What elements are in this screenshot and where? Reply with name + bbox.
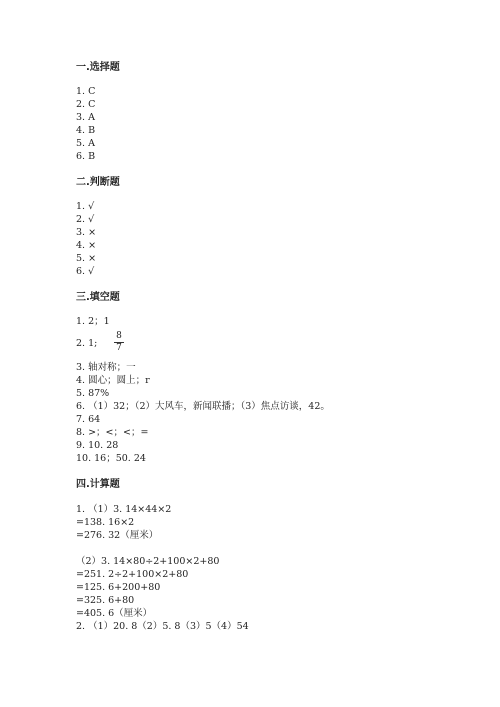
fraction-denominator: 7	[116, 343, 122, 353]
answer-line: 4. 圆心；圆上；r	[76, 375, 150, 386]
answer-line: 7. 64	[76, 414, 101, 425]
answer-line: 1. 2；1	[76, 316, 110, 327]
answer-line: =325. 6+80	[76, 595, 135, 606]
answer-line: =138. 16×2	[76, 517, 135, 528]
section-title-fill: 三.填空题	[76, 292, 120, 303]
answer-line: =405. 6（厘米）	[76, 608, 153, 619]
answer-line: 3. A	[76, 112, 95, 123]
answer-line: 9. 10. 28	[76, 440, 119, 451]
answer-line: 1. C	[76, 86, 96, 97]
answer-line: 3. 轴对称；一	[76, 362, 136, 373]
answer-line: 8. >；<；<；=	[76, 427, 149, 438]
answer-line: 2. 1;	[76, 338, 98, 349]
answer-line: （2）3. 14×80÷2+100×2+80	[76, 556, 220, 567]
section-title-judge: 二.判断题	[76, 177, 120, 188]
answer-line: =276. 32（厘米）	[76, 530, 159, 541]
fraction-numerator: 8	[116, 331, 122, 341]
answer-line: 6. B	[76, 151, 96, 162]
fraction	[114, 331, 124, 354]
answer-line: 3. ×	[76, 227, 97, 238]
answer-line: 1. （1）3. 14×44×2	[76, 504, 172, 515]
answer-line: 2. C	[76, 99, 96, 110]
answer-line: 10. 16；50. 24	[76, 453, 146, 464]
answer-line: =251. 2÷2+100×2+80	[76, 569, 189, 580]
answer-line: 6. √	[76, 266, 95, 277]
answer-line: 4. ×	[76, 240, 97, 251]
section-title-calc: 四.计算题	[76, 479, 120, 490]
answer-line: 5. A	[76, 138, 95, 149]
section-title-choice: 一.选择题	[76, 62, 120, 73]
answer-line: 2. √	[76, 214, 95, 225]
answer-line: 5. 87%	[76, 388, 110, 399]
answer-line: 2. （1）20. 8（2）5. 8（3）5（4）54	[76, 621, 249, 632]
answer-line: 1. √	[76, 201, 95, 212]
answer-line: 4. B	[76, 125, 96, 136]
answer-line: 5. ×	[76, 253, 97, 264]
answer-line: =125. 6+200+80	[76, 582, 161, 593]
answer-line: 6. （1）32；（2）大风车，新闻联播；（3）焦点访谈，42。	[76, 401, 330, 412]
